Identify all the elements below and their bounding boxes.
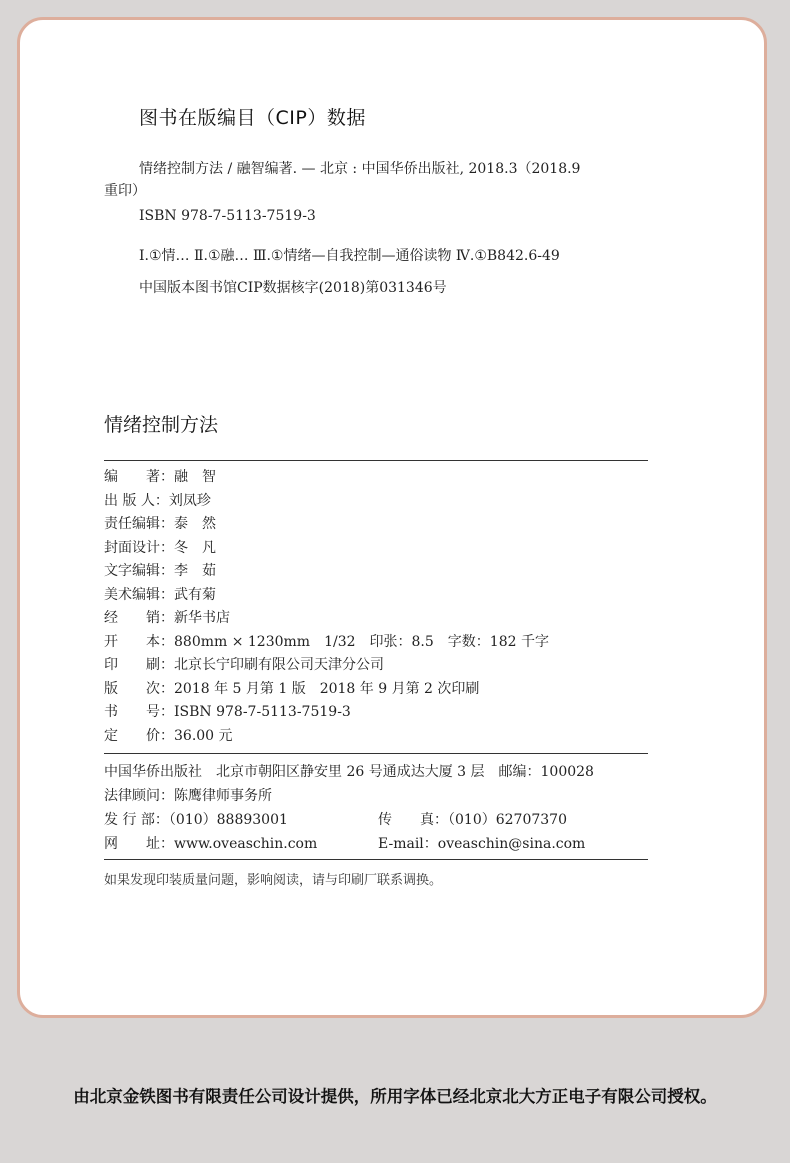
- cip-classification: Ⅰ.①情… Ⅱ.①融… Ⅲ.①情绪—自我控制—通俗读物 Ⅳ.①B842.6-49: [139, 248, 560, 264]
- book-info-value: 36.00 元: [174, 727, 233, 744]
- email-label: E-mail：: [378, 836, 438, 852]
- book-info-row: [104, 656, 384, 674]
- book-info-label: 开 本: [104, 633, 160, 650]
- book-info-value: 泰 然: [174, 516, 216, 532]
- book-title: 情绪控制方法: [104, 414, 219, 436]
- web-label: 网 址：: [104, 836, 174, 852]
- contact-phone-row: [104, 811, 288, 829]
- book-info-value: 武有菊: [174, 586, 216, 603]
- book-info-row: [104, 492, 211, 510]
- book-info-label: 书 号: [104, 704, 160, 720]
- book-info-row: [104, 633, 549, 651]
- label-colon: ：: [160, 586, 174, 603]
- book-info-row: [104, 680, 479, 698]
- book-info-label: 印 刷: [104, 657, 160, 673]
- label-colon: ：: [160, 563, 174, 579]
- book-info-label: 封面设计: [104, 539, 160, 556]
- legal-counsel: 法律顾问：陈鹰律师事务所: [104, 788, 272, 804]
- book-info-value: 刘凤珍: [168, 492, 211, 509]
- contact-fax-row: [378, 811, 567, 829]
- quality-notice: 如果发现印装质量问题，影响阅读，请与印刷厂联系调换。: [104, 873, 443, 888]
- divider-middle: [104, 753, 648, 754]
- contact-email-row: [378, 835, 585, 853]
- book-info-label: 编 著: [104, 469, 160, 485]
- book-info-value: 880mm × 1230mm 1/32 印张：8.5 字数：182 千字: [174, 633, 549, 650]
- book-info-value: 北京长宁印刷有限公司天津分公司: [174, 657, 384, 673]
- cip-isbn: ISBN 978-7-5113-7519-3: [139, 208, 316, 224]
- contact-web-row: [104, 835, 317, 853]
- label-colon: ：: [160, 539, 174, 556]
- book-info-row: [104, 586, 216, 604]
- book-info-row: [104, 515, 216, 533]
- label-colon: ：: [160, 516, 174, 532]
- book-info-label: 出 版 人: [104, 492, 155, 509]
- book-info-label: 定 价: [104, 727, 160, 744]
- fax-value: （010）62707370: [448, 812, 567, 828]
- label-colon: ：: [160, 704, 174, 720]
- label-colon: ：: [160, 680, 174, 697]
- book-info-value: 冬 凡: [174, 539, 216, 556]
- book-info-value: 新华书店: [174, 610, 230, 626]
- divider-top: [104, 460, 648, 461]
- book-info-label: 经 销: [104, 610, 160, 626]
- cip-heading: 图书在版编目（CIP）数据: [139, 107, 366, 129]
- cip-library-number: 中国版本图书馆CIP数据核字(2018)第031346号: [139, 280, 447, 296]
- book-info-label: 美术编辑: [104, 586, 160, 603]
- publisher-address: 中国华侨出版社 北京市朝阳区静安里 26 号通成达大厦 3 层 邮编：100028: [104, 764, 594, 780]
- book-info-row: [104, 609, 230, 627]
- book-info-value: 融 智: [174, 469, 216, 485]
- label-colon: ：: [160, 469, 174, 485]
- label-colon: ：: [160, 633, 174, 650]
- book-info-row: [104, 562, 216, 580]
- divider-bottom: [104, 859, 648, 860]
- web-value: www.oveaschin.com: [174, 836, 318, 852]
- fax-label: 传 真：: [378, 812, 448, 828]
- book-info-value: 李 茹: [174, 563, 216, 579]
- phone-value: （010）88893001: [168, 812, 288, 828]
- email-value: oveaschin@sina.com: [437, 836, 586, 852]
- book-info-value: 2018 年 5 月第 1 版 2018 年 9 月第 2 次印刷: [174, 680, 480, 697]
- font-credit-footer: 由北京金铁图书有限责任公司设计提供，所用字体已经北京北大方正电子有限公司授权。: [73, 1087, 717, 1106]
- book-info-value: ISBN 978-7-5113-7519-3: [174, 704, 351, 720]
- label-colon: ：: [160, 610, 174, 626]
- label-colon: ：: [154, 492, 169, 509]
- phone-label: 发 行 部：: [104, 812, 169, 828]
- book-info-row: [104, 468, 216, 486]
- book-info-row: [104, 727, 233, 745]
- book-info-label: 文字编辑: [104, 563, 160, 579]
- label-colon: ：: [160, 727, 174, 744]
- book-info-label: 责任编辑: [104, 516, 160, 532]
- cip-line-1: 情绪控制方法 / 融智编著. — 北京 : 中国华侨出版社, 2018.3（2018.9: [139, 161, 581, 177]
- cip-line-2: 重印）: [104, 183, 146, 199]
- book-info-row: [104, 539, 216, 557]
- book-info-row: [104, 703, 351, 721]
- book-info-label: 版 次: [104, 680, 160, 697]
- label-colon: ：: [160, 657, 174, 673]
